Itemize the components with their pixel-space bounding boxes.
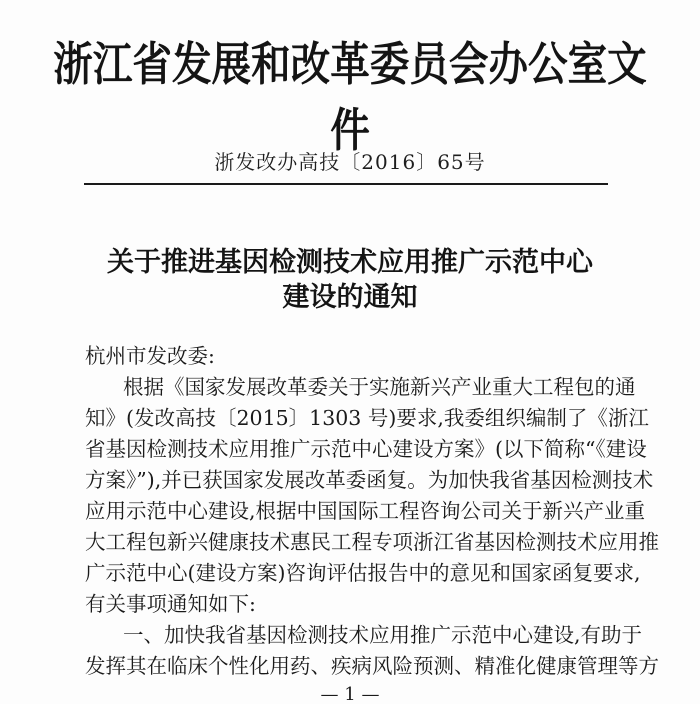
body-line: 广示范中心(建设方案)咨询评估报告中的意见和国家函复要求, [85, 561, 641, 585]
notice-title-line-2: 建设的通知 [282, 282, 418, 313]
document-number: 浙发改办高技〔2016〕65号 [214, 150, 486, 174]
body-line: 方案》”),并已获国家发展改革委函复。为加快我省基因检测技术 [85, 468, 654, 492]
page-number: — 1 — [320, 684, 380, 705]
body-line: 一、加快我省基因检测技术应用推广示范中心建设,有助于 [123, 623, 643, 647]
header-divider [84, 183, 608, 185]
notice-title-line-1: 关于推进基因检测技术应用推广示范中心 [107, 247, 593, 278]
body-line: 省基因检测技术应用推广示范中心建设方案》(以下简称“《建设 [85, 437, 647, 461]
body-line: 有关事项通知如下: [85, 592, 256, 616]
body-line: 应用示范中心建设,根据中国国际工程咨询公司关于新兴产业重 [85, 499, 646, 523]
body-line: 根据《国家发展改革委关于实施新兴产业重大工程包的通 [123, 375, 636, 399]
recipient: 杭州市发改委: [85, 344, 215, 368]
body-line: 知》(发改高技〔2015〕1303 号)要求,我委组织编制了《浙江 [85, 406, 649, 430]
body-line: 大工程包新兴健康技术惠民工程专项浙江省基因检测技术应用推 [85, 530, 659, 554]
document-header-title: 浙江省发展和改革委员会办公室文件 [53, 37, 647, 157]
body-line: 发挥其在临床个性化用药、疾病风险预测、精准化健康管理等方 [85, 654, 659, 678]
